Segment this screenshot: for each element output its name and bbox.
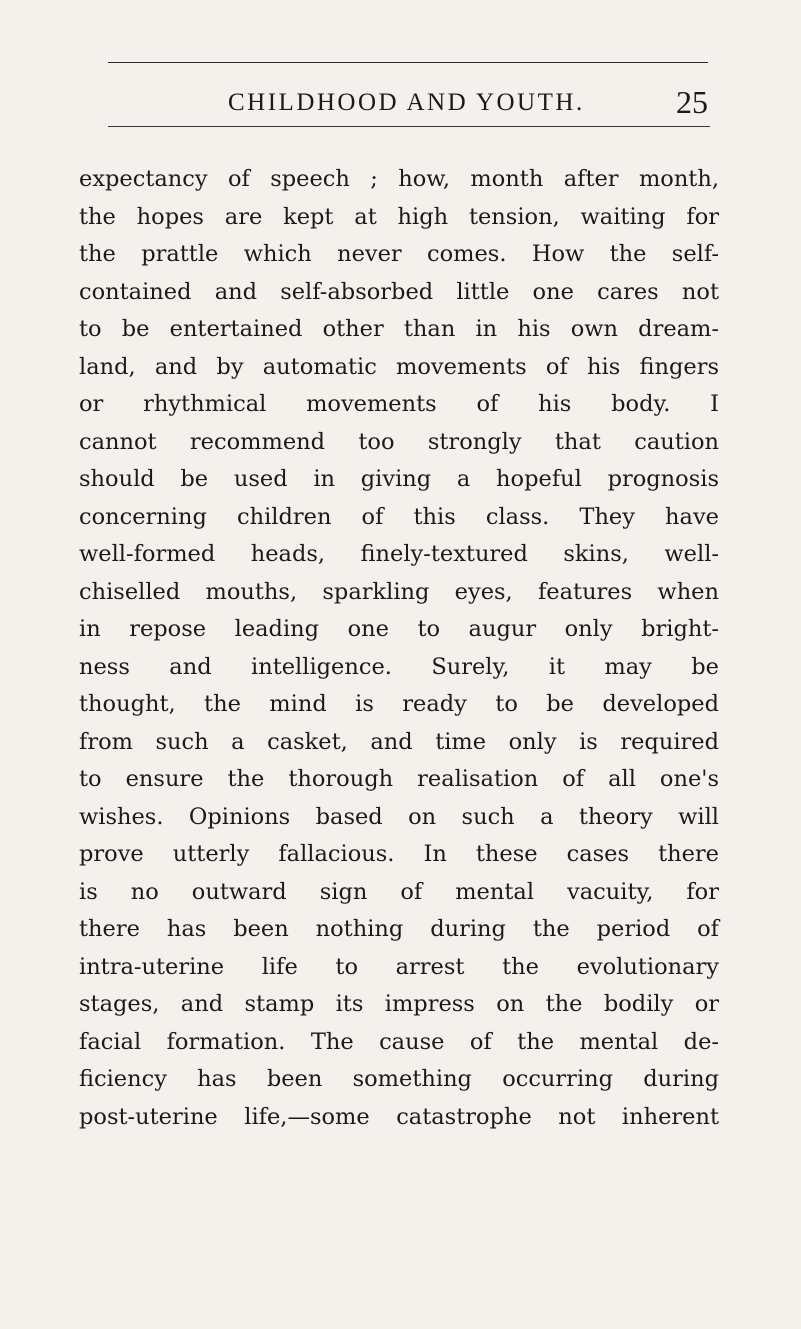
text-line: concerning children of this class. They have [79, 503, 719, 530]
text-line: contained and self-absorbed little one cares not [79, 278, 719, 305]
text-line: ficiency has been something occurring during [79, 1066, 719, 1092]
top-rule [108, 62, 708, 63]
text-line: intra-uterine life to arrest the evolutionary [79, 953, 719, 980]
text-line: the prattle which never comes. How the self- [79, 241, 719, 267]
text-line: is no outward sign of mental vacuity, for [79, 878, 719, 905]
running-header [108, 84, 708, 120]
text-line: facial formation. The cause of the mental de- [79, 1028, 719, 1055]
text-line: the hopes are kept at high tension, waiting for [79, 203, 719, 230]
header-rule [108, 126, 710, 127]
text-line: post-uterine life,—some catastrophe not inherent [79, 1103, 719, 1130]
text-line: land, and by automatic movements of his fingers [79, 353, 719, 380]
text-line: to ensure the thorough realisation of all one's [79, 766, 719, 792]
page-number: 25 [676, 84, 708, 120]
text-line: stages, and stamp its impress on the bodily or [79, 991, 719, 1017]
text-line: cannot recommend too strongly that caution [79, 428, 719, 455]
text-line: wishes. Opinions based on such a theory will [79, 803, 719, 830]
text-line: in repose leading one to augur only bright- [79, 616, 719, 642]
text-line: from such a casket, and time only is required [79, 728, 719, 755]
text-line: ness and intelligence. Surely, it may be [79, 653, 719, 680]
running-title: CHILDHOOD AND YOUTH. [228, 89, 585, 116]
text-line: or rhythmical movements of his body. I [79, 391, 719, 417]
text-line: there has been nothing during the period of [79, 916, 719, 942]
text-line: to be entertained other than in his own dream- [79, 316, 719, 342]
text-line: well-formed heads, finely-textured skins, well- [79, 541, 719, 567]
text-line: chiselled mouths, sparkling eyes, features when [79, 578, 719, 605]
text-line: should be used in giving a hopeful prognosis [79, 466, 719, 492]
text-line: prove utterly fallacious. In these cases there [79, 841, 719, 867]
body-text [79, 161, 719, 1136]
text-line: thought, the mind is ready to be developed [79, 691, 719, 717]
text-line: expectancy of speech ; how, month after month, [79, 166, 719, 192]
